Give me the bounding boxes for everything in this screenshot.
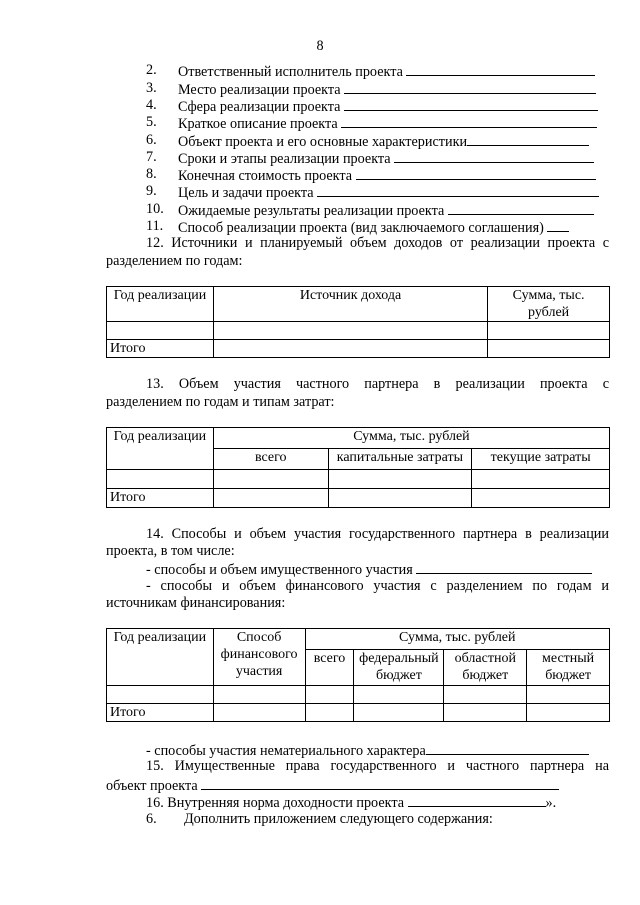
col-sum-header: Сумма, тыс. рублей	[213, 428, 609, 449]
item-13-line2: разделением по годам и типам затрат:	[106, 394, 335, 410]
total-row	[107, 340, 610, 358]
item-number: 10.	[146, 201, 164, 217]
col-current-header: текущие затраты	[472, 449, 610, 470]
item-text: Конечная стоимость проекта	[178, 166, 596, 186]
item-text: Ответственный исполнитель проекта	[178, 62, 595, 82]
col-year-header: Год реализации	[107, 629, 214, 686]
nonmaterial-line: - способы участия нематериального характера	[146, 741, 589, 761]
total-label: Итого	[107, 489, 214, 508]
item-14-line1: 14. Способы и объем участия государственного партнера в реализации	[146, 526, 609, 542]
item-number: 2.	[146, 62, 157, 78]
item-number: 6.	[146, 132, 157, 148]
item-16: 16. Внутренняя норма доходности проекта ».	[146, 795, 557, 811]
final-item-number: 6.	[146, 811, 157, 827]
col-sum-header: Сумма, тыс. рублей	[488, 287, 610, 322]
col-method-header: Способ финансового участия	[213, 629, 305, 686]
page-number: 8	[316, 38, 324, 54]
item-text: Ожидаемые результаты реализации проекта	[178, 201, 594, 221]
item-number: 7.	[146, 149, 157, 165]
item-number: 8.	[146, 166, 157, 182]
col-source-header: Источник дохода	[213, 287, 487, 322]
total-label: Итого	[107, 704, 214, 722]
item-number: 4.	[146, 97, 157, 113]
item-number: 3.	[146, 80, 157, 96]
item-14-line3: - способы и объем имущественного участия	[146, 560, 592, 580]
total-row	[107, 704, 610, 722]
state-partner-table	[106, 628, 610, 722]
col-local-header: местный бюджет	[527, 650, 610, 686]
col-total-header: всего	[305, 650, 354, 686]
item-14-line5: источникам финансирования:	[106, 595, 286, 611]
col-regional-header: областной бюджет	[444, 650, 527, 686]
item-12-line1: 12. Источники и планируемый объем доходов от реализации проекта с	[146, 235, 609, 251]
col-year-header: Год реализации	[107, 287, 214, 322]
item-text: Краткое описание проекта	[178, 114, 597, 134]
item-text: Место реализации проекта	[178, 80, 596, 100]
item-text: Сроки и этапы реализации проекта	[178, 149, 594, 169]
col-total-header: всего	[213, 449, 328, 470]
item-15-line2: объект проекта	[106, 776, 559, 796]
total-row	[107, 489, 610, 508]
private-partner-table	[106, 427, 610, 508]
item-12-line2: разделением по годам:	[106, 253, 243, 269]
item-14-line4: - способы и объем финансового участия с разделением по годам и	[146, 578, 609, 594]
final-item-text: Дополнить приложением следующего содержания:	[184, 811, 493, 827]
item-number: 9.	[146, 183, 157, 199]
col-capital-header: капитальные затраты	[328, 449, 472, 470]
item-text: Способ реализации проекта (вид заключаемого соглашения)	[178, 218, 569, 238]
item-text: Объект проекта и его основные характеристики	[178, 132, 589, 152]
col-federal-header: федеральный бюджет	[354, 650, 444, 686]
table-row	[107, 322, 610, 340]
item-text: Цель и задачи проекта	[178, 183, 599, 203]
item-number: 11.	[146, 218, 164, 234]
item-14-line2: проекта, в том числе:	[106, 543, 235, 559]
col-sum-header: Сумма, тыс. рублей	[305, 629, 609, 650]
income-table	[106, 286, 610, 358]
item-13-line1: 13. Объем участия частного партнера в реализации проекта с	[146, 376, 609, 392]
item-text: Сфера реализации проекта	[178, 97, 598, 117]
table-row	[107, 686, 610, 704]
table-row	[107, 470, 610, 489]
col-year-header: Год реализации	[107, 428, 214, 470]
total-label: Итого	[107, 340, 214, 358]
item-15-line1: 15. Имущественные права государственного и частного партнера на	[146, 758, 609, 774]
item-number: 5.	[146, 114, 157, 130]
